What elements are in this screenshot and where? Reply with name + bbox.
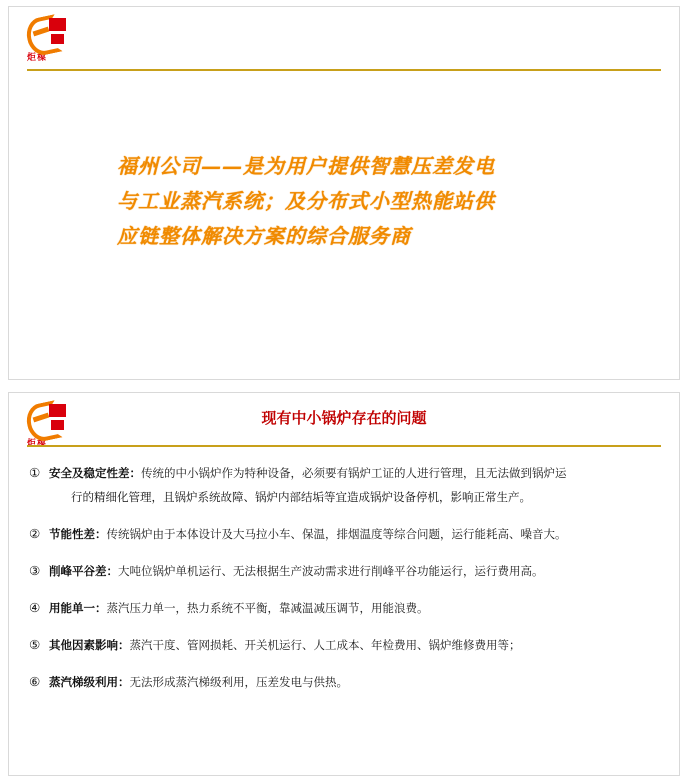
list-item-continuation: 行的精细化管理，且锅炉系统故障、锅炉内部结垢等宜造成锅炉设备停机，影响正常生产。 <box>71 490 531 504</box>
problem-list <box>29 461 663 707</box>
list-item-text: 传统锅炉由于本体设计及大马拉小车、保温，排烟温度等综合问题，运行能耗高、噪音大。 <box>106 527 567 541</box>
list-item-text: 蒸汽干度、管网损耗、开关机运行、人工成本、年检费用、锅炉维修费用等； <box>129 638 521 652</box>
logo-brand-text: 炬橖 <box>27 439 48 449</box>
list-item <box>29 559 663 583</box>
title-line-2: 与工业蒸汽系统；及分布式小型热能站供 <box>117 189 495 213</box>
list-item <box>29 522 663 546</box>
slide-heading: 现有中小锅炉存在的问题 <box>261 409 427 427</box>
header-divider <box>27 445 661 447</box>
list-item-number: ⑤ <box>29 637 41 652</box>
list-item-lead: 削峰平谷差： <box>49 564 118 578</box>
list-item-lead: 蒸汽梯级利用： <box>49 675 130 689</box>
slide-main-title <box>117 149 607 254</box>
header-divider <box>27 69 661 71</box>
list-item <box>29 633 663 657</box>
list-item <box>29 596 663 620</box>
company-logo <box>27 17 91 65</box>
list-item-body <box>49 522 663 546</box>
list-item-body <box>49 596 663 620</box>
title-line-1: 福州公司——是为用户提供智慧压差发电 <box>117 154 495 178</box>
list-item-number: ① <box>29 465 41 480</box>
logo-brand-text: 炬橖 <box>27 53 48 63</box>
list-item-text: 蒸汽压力单一，热力系统不平衡，靠减温减压调节，用能浪费。 <box>106 601 429 615</box>
list-item-text: 传统的中小锅炉作为特种设备，必须要有锅炉工证的人进行管理，且无法做到锅炉运 <box>141 466 567 480</box>
list-item-lead: 其他因素影响： <box>49 638 130 652</box>
list-item-text: 大吨位锅炉单机运行、无法根据生产波动需求进行削峰平谷功能运行，运行费用高。 <box>118 564 544 578</box>
slide-problems <box>8 392 680 776</box>
title-line-3: 应链整体解决方案的综合服务商 <box>117 224 411 248</box>
list-item-number: ③ <box>29 563 41 578</box>
list-item-body <box>49 633 663 657</box>
list-item-number: ④ <box>29 600 41 615</box>
list-item-body <box>49 670 663 694</box>
list-item-number: ⑥ <box>29 674 41 689</box>
list-item-lead: 节能性差： <box>49 527 107 541</box>
list-item-number: ② <box>29 526 41 541</box>
list-item-text: 无法形成蒸汽梯级利用，压差发电与供热。 <box>129 675 348 689</box>
list-item <box>29 670 663 694</box>
list-item-body <box>49 461 663 509</box>
list-item <box>29 461 663 509</box>
list-item-body <box>49 559 663 583</box>
slide-title <box>8 6 680 380</box>
list-item-lead: 用能单一： <box>49 601 107 615</box>
flame-logo-icon <box>27 17 71 49</box>
list-item-lead: 安全及稳定性差： <box>49 466 141 480</box>
